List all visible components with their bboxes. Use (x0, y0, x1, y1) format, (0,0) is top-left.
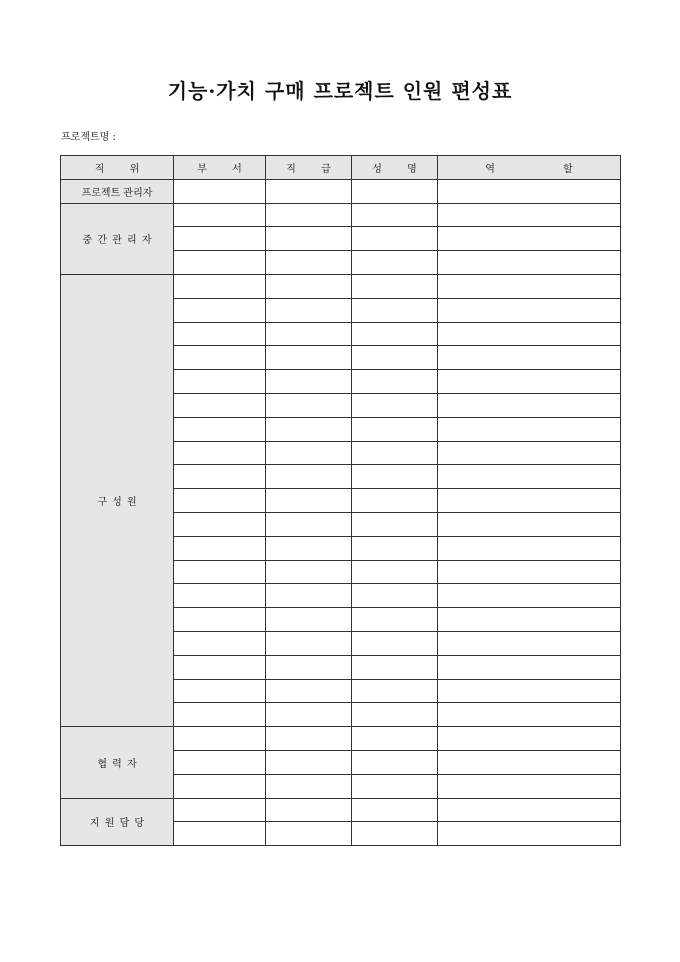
role-cell[interactable] (438, 274, 621, 298)
role-cell[interactable] (438, 750, 621, 774)
role-cell[interactable] (438, 441, 621, 465)
grade-cell[interactable] (266, 631, 352, 655)
role-cell[interactable] (438, 727, 621, 751)
grade-cell[interactable] (266, 274, 352, 298)
role-cell[interactable] (438, 655, 621, 679)
name-cell[interactable] (352, 774, 438, 798)
name-cell[interactable] (352, 322, 438, 346)
grade-cell[interactable] (266, 703, 352, 727)
grade-cell[interactable] (266, 489, 352, 513)
department-cell[interactable] (174, 227, 266, 251)
name-cell[interactable] (352, 489, 438, 513)
grade-cell[interactable] (266, 727, 352, 751)
grade-cell[interactable] (266, 560, 352, 584)
grade-cell[interactable] (266, 774, 352, 798)
header-name: 성 명 (352, 156, 438, 180)
name-cell[interactable] (352, 560, 438, 584)
group-member: 구 성 원 (61, 274, 174, 726)
grade-cell[interactable] (266, 179, 352, 203)
department-cell[interactable] (174, 703, 266, 727)
grade-cell[interactable] (266, 822, 352, 846)
grade-cell[interactable] (266, 203, 352, 227)
department-cell[interactable] (174, 679, 266, 703)
role-cell[interactable] (438, 417, 621, 441)
header-department: 부 서 (174, 156, 266, 180)
department-cell[interactable] (174, 274, 266, 298)
table-row (61, 203, 621, 227)
department-cell[interactable] (174, 393, 266, 417)
role-cell[interactable] (438, 489, 621, 513)
grade-cell[interactable] (266, 370, 352, 394)
grade-cell[interactable] (266, 251, 352, 275)
grade-cell[interactable] (266, 227, 352, 251)
name-cell[interactable] (352, 512, 438, 536)
header-role: 역 할 (438, 156, 621, 180)
department-cell[interactable] (174, 560, 266, 584)
department-cell[interactable] (174, 465, 266, 489)
department-cell[interactable] (174, 584, 266, 608)
header-grade: 직 급 (266, 156, 352, 180)
department-cell[interactable] (174, 370, 266, 394)
role-cell[interactable] (438, 298, 621, 322)
name-cell[interactable] (352, 346, 438, 370)
name-cell[interactable] (352, 584, 438, 608)
department-cell[interactable] (174, 346, 266, 370)
name-cell[interactable] (352, 631, 438, 655)
role-cell[interactable] (438, 536, 621, 560)
department-cell[interactable] (174, 203, 266, 227)
role-cell[interactable] (438, 322, 621, 346)
department-cell[interactable] (174, 298, 266, 322)
document-title: 기능·가치 구매 프로젝트 인원 편성표 (167, 79, 513, 103)
department-cell[interactable] (174, 251, 266, 275)
department-cell[interactable] (174, 774, 266, 798)
role-cell[interactable] (438, 774, 621, 798)
role-cell[interactable] (438, 584, 621, 608)
name-cell[interactable] (352, 417, 438, 441)
role-cell[interactable] (438, 393, 621, 417)
table-row (61, 727, 621, 751)
role-cell[interactable] (438, 822, 621, 846)
role-cell[interactable] (438, 251, 621, 275)
name-cell[interactable] (352, 655, 438, 679)
name-cell[interactable] (352, 822, 438, 846)
name-cell[interactable] (352, 536, 438, 560)
grade-cell[interactable] (266, 465, 352, 489)
grade-cell[interactable] (266, 679, 352, 703)
grade-cell[interactable] (266, 536, 352, 560)
role-cell[interactable] (438, 608, 621, 632)
grade-cell[interactable] (266, 441, 352, 465)
name-cell[interactable] (352, 179, 438, 203)
role-cell[interactable] (438, 512, 621, 536)
department-cell[interactable] (174, 512, 266, 536)
project-name-label: 프로젝트명 : (61, 132, 116, 143)
group-middle-manager: 중 간 관 리 자 (61, 203, 174, 274)
name-cell[interactable] (352, 274, 438, 298)
name-cell[interactable] (352, 203, 438, 227)
role-cell[interactable] (438, 346, 621, 370)
department-cell[interactable] (174, 441, 266, 465)
name-cell[interactable] (352, 798, 438, 822)
group-collaborator: 협 력 자 (61, 727, 174, 798)
name-cell[interactable] (352, 227, 438, 251)
role-cell[interactable] (438, 560, 621, 584)
name-cell[interactable] (352, 370, 438, 394)
role-cell[interactable] (438, 370, 621, 394)
name-cell[interactable] (352, 393, 438, 417)
role-cell[interactable] (438, 703, 621, 727)
department-cell[interactable] (174, 655, 266, 679)
department-cell[interactable] (174, 536, 266, 560)
name-cell[interactable] (352, 679, 438, 703)
grade-cell[interactable] (266, 798, 352, 822)
department-cell[interactable] (174, 798, 266, 822)
department-cell[interactable] (174, 179, 266, 203)
grade-cell[interactable] (266, 298, 352, 322)
department-cell[interactable] (174, 608, 266, 632)
role-cell[interactable] (438, 179, 621, 203)
department-cell[interactable] (174, 417, 266, 441)
name-cell[interactable] (352, 727, 438, 751)
name-cell[interactable] (352, 465, 438, 489)
grade-cell[interactable] (266, 417, 352, 441)
table-row (61, 274, 621, 298)
staffing-table (60, 155, 621, 846)
department-cell[interactable] (174, 822, 266, 846)
grade-cell[interactable] (266, 512, 352, 536)
department-cell[interactable] (174, 489, 266, 513)
name-cell[interactable] (352, 703, 438, 727)
name-cell[interactable] (352, 750, 438, 774)
header-row (61, 156, 621, 180)
grade-cell[interactable] (266, 608, 352, 632)
grade-cell[interactable] (266, 346, 352, 370)
grade-cell[interactable] (266, 393, 352, 417)
table-row (61, 179, 621, 203)
group-support: 지 원 담 당 (61, 798, 174, 846)
header-position: 직 위 (61, 156, 174, 180)
role-cell[interactable] (438, 203, 621, 227)
name-cell[interactable] (352, 608, 438, 632)
role-cell[interactable] (438, 679, 621, 703)
grade-cell[interactable] (266, 322, 352, 346)
name-cell[interactable] (352, 441, 438, 465)
department-cell[interactable] (174, 322, 266, 346)
group-project-manager: 프로젝트 관리자 (61, 179, 174, 203)
role-cell[interactable] (438, 227, 621, 251)
grade-cell[interactable] (266, 750, 352, 774)
department-cell[interactable] (174, 750, 266, 774)
role-cell[interactable] (438, 631, 621, 655)
name-cell[interactable] (352, 251, 438, 275)
role-cell[interactable] (438, 465, 621, 489)
department-cell[interactable] (174, 727, 266, 751)
grade-cell[interactable] (266, 655, 352, 679)
role-cell[interactable] (438, 798, 621, 822)
name-cell[interactable] (352, 298, 438, 322)
table-row (61, 798, 621, 822)
grade-cell[interactable] (266, 584, 352, 608)
department-cell[interactable] (174, 631, 266, 655)
